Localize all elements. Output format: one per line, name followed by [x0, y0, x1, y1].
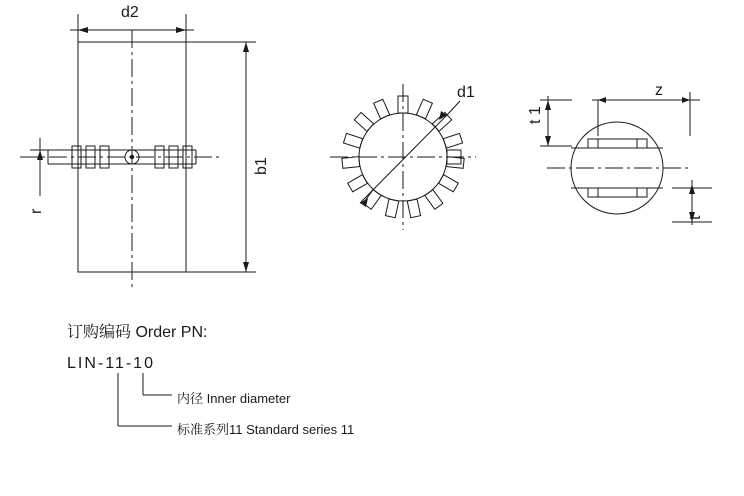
detail-view — [540, 92, 712, 225]
dimension-label-z: z — [655, 82, 663, 99]
dimension-r — [30, 138, 56, 196]
note-inner-diameter: 内径 Inner diameter — [177, 391, 291, 406]
order-part-number: LIN-11-10 — [67, 355, 155, 372]
dimension-label-d1: d1 — [457, 84, 475, 101]
dimension-label-t: t — [687, 215, 704, 220]
circular-top-view — [330, 84, 476, 230]
pn-leader-lines — [118, 373, 172, 426]
dimension-label-b1: b1 — [253, 157, 270, 175]
dimension-label-r: r — [28, 208, 45, 214]
dimension-label-d2: d2 — [121, 4, 139, 21]
order-pn-title: 订购编码 Order PN: — [67, 324, 208, 341]
note-standard-series: 标准系列11 Standard series 11 — [177, 422, 355, 437]
dimension-label-t1: t 1 — [527, 106, 544, 124]
